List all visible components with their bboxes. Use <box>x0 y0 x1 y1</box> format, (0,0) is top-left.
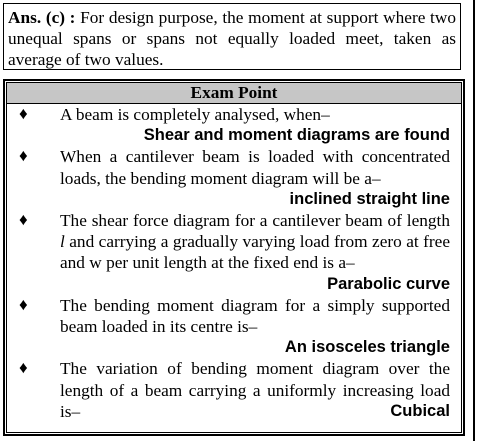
point-answer: inclined straight line <box>289 189 450 208</box>
diamond-bullet-icon: ♦ <box>19 358 28 378</box>
exam-point-list <box>7 104 461 422</box>
point-text: The variation of bending moment diagram over the length of a beam carrying a uniformly increasing load is– <box>60 359 450 421</box>
list-item <box>7 104 461 146</box>
answer-box <box>3 3 461 70</box>
list-item <box>7 358 461 422</box>
diamond-bullet-icon: ♦ <box>19 294 28 314</box>
exam-point-inner <box>6 82 462 433</box>
column-rule <box>473 0 475 441</box>
point-answer: An isosceles triangle <box>284 338 450 357</box>
point-text: A beam is completely analysed, when– <box>60 105 330 124</box>
point-answer: Shear and moment diagrams are found <box>143 126 450 145</box>
exam-point-heading: Exam Point <box>7 83 461 104</box>
answer-label: Ans. (c) : <box>8 8 76 27</box>
diamond-bullet-icon: ♦ <box>19 146 28 166</box>
answer-text: For design purpose, the moment at support where two unequal spans or spans not equally loaded meet, taken as average of two values. <box>8 8 456 69</box>
list-item <box>7 295 461 359</box>
point-text: When a cantilever beam is loaded with concentrated loads, the bending moment diagram will be a– <box>60 147 450 188</box>
list-item <box>7 146 461 210</box>
exam-point-box <box>3 79 465 436</box>
list-item <box>7 210 461 295</box>
diamond-bullet-icon: ♦ <box>19 210 28 230</box>
point-answer: Parabolic curve <box>327 274 450 293</box>
diamond-bullet-icon: ♦ <box>19 104 28 123</box>
point-text: The shear force diagram for a cantilever beam of length <box>60 211 450 231</box>
point-text: The bending moment diagram for a simply supported beam loaded in its centre is– <box>60 295 450 337</box>
point-text: and carrying a gradually varying load from zero at free and w per unit length at the fixed end is a– <box>60 232 450 273</box>
point-answer: Cubical <box>390 401 450 420</box>
point-variable: l <box>60 232 65 252</box>
